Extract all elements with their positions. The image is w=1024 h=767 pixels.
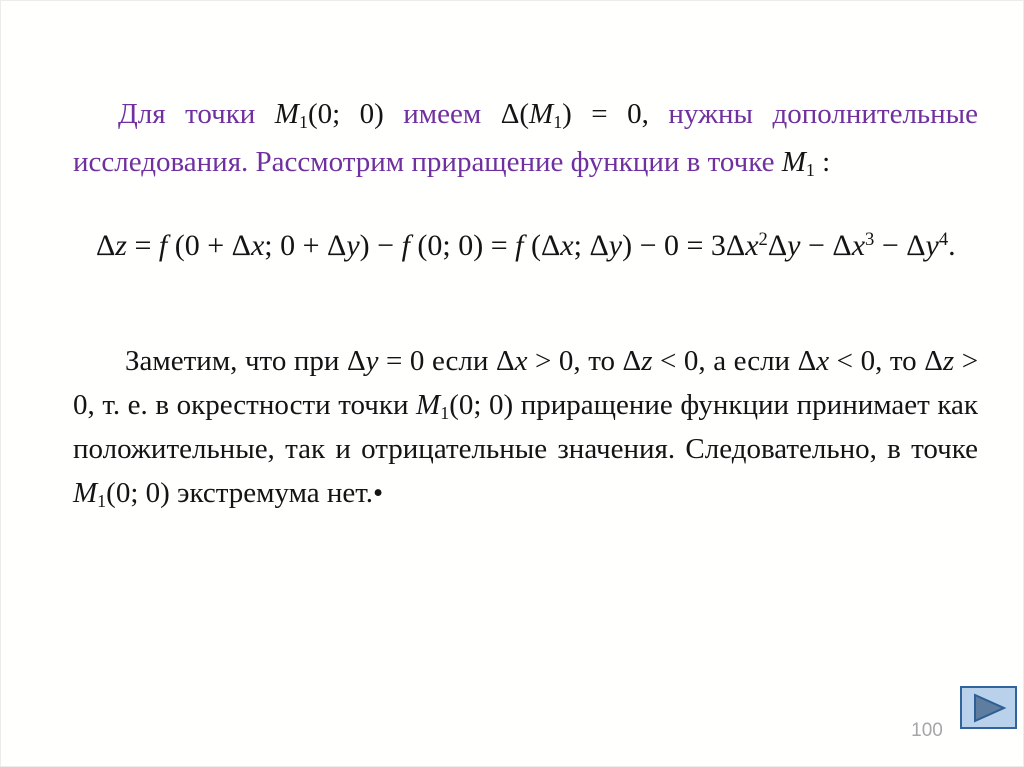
math-run: − Δ xyxy=(800,229,852,262)
math-run: M xyxy=(529,98,554,130)
math-run: Δ xyxy=(924,345,943,377)
math-run: Δ xyxy=(495,345,515,377)
math-subscript: 1 xyxy=(440,403,450,424)
math-run: x xyxy=(560,229,574,262)
math-run: = xyxy=(126,229,159,262)
math-run: f xyxy=(401,229,410,262)
math-run: (0; 0) = xyxy=(409,229,516,262)
math-superscript: 3 xyxy=(865,229,875,251)
math-run: z xyxy=(641,345,653,377)
math-run: = 0 xyxy=(378,345,425,377)
math-run: x xyxy=(851,229,866,262)
text-run: имеем xyxy=(383,98,501,130)
math-run: x xyxy=(250,229,265,262)
math-run: Δ xyxy=(767,229,788,262)
math-run: ) − 0 = 3Δ xyxy=(622,229,746,262)
text-run: Заметим, что при xyxy=(125,345,347,377)
math-run: y xyxy=(346,229,360,262)
text-run: то xyxy=(580,345,623,377)
math-run: Δ( xyxy=(500,98,530,130)
math-run: x xyxy=(514,345,528,377)
text-run: нужны дополнительные исследования. Рассмотрим приращение функции в точке xyxy=(73,98,979,178)
paragraph-analysis xyxy=(73,339,978,515)
math-run: < 0, xyxy=(829,345,883,377)
math-run: y xyxy=(925,229,939,262)
math-run: f xyxy=(515,229,524,262)
math-run: ) = 0, xyxy=(562,98,649,130)
math-run: > 0, xyxy=(73,345,979,421)
text-run: т. е. в окрестности точки xyxy=(94,389,417,421)
math-run: ) − xyxy=(359,229,402,262)
increment-formula xyxy=(96,228,956,264)
math-run: (0; 0) xyxy=(449,389,514,421)
text-run: приращение функции принимает как положительные, так и отрицательные значения. Следовательно, в точке xyxy=(73,389,978,465)
math-subscript: 1 xyxy=(553,112,563,133)
math-run: z xyxy=(942,345,955,377)
end-of-proof-bullet: • xyxy=(373,477,384,509)
math-run: M xyxy=(781,146,806,178)
math-run: y xyxy=(787,229,801,262)
math-run: Δ xyxy=(797,345,817,377)
math-superscript: 4 xyxy=(938,229,949,251)
math-run: y xyxy=(608,229,623,262)
math-run: x xyxy=(745,229,759,262)
math-run: ; 0 + Δ xyxy=(264,229,347,262)
math-run: M xyxy=(73,477,98,509)
text-run: а если xyxy=(705,345,798,377)
math-run: y xyxy=(365,345,379,377)
math-superscript: 2 xyxy=(758,229,768,251)
math-run: (0; 0) xyxy=(307,98,384,130)
math-run: M xyxy=(416,389,441,421)
math-run: z xyxy=(115,229,127,262)
math-subscript: 1 xyxy=(97,491,107,512)
text-run: то xyxy=(882,345,925,377)
text-run: экстремума нет. xyxy=(169,477,373,509)
math-subscript: 1 xyxy=(805,160,815,181)
math-run: (0; 0) xyxy=(106,477,170,509)
math-run: (Δ xyxy=(523,229,561,262)
math-run: > 0, xyxy=(527,345,581,377)
next-slide-button[interactable] xyxy=(960,686,1017,729)
math-subscript: 1 xyxy=(298,112,308,133)
math-run: Δ xyxy=(622,345,642,377)
math-run: f xyxy=(158,229,168,262)
math-run: − Δ xyxy=(874,229,926,262)
math-run: : xyxy=(814,146,831,178)
math-run: M xyxy=(274,98,299,130)
play-icon xyxy=(969,692,1009,724)
math-run: < 0, xyxy=(652,345,706,377)
text-run: если xyxy=(424,345,496,377)
math-run: Δ xyxy=(96,229,116,262)
page-number: 100 xyxy=(911,720,943,741)
math-run: ; Δ xyxy=(573,229,609,262)
text-run: Для точки xyxy=(118,98,275,130)
math-run: (0 + Δ xyxy=(167,229,251,262)
paragraph-intro xyxy=(73,90,978,186)
math-run: x xyxy=(816,345,830,377)
math-run: Δ xyxy=(346,345,366,377)
math-run: . xyxy=(948,229,956,262)
